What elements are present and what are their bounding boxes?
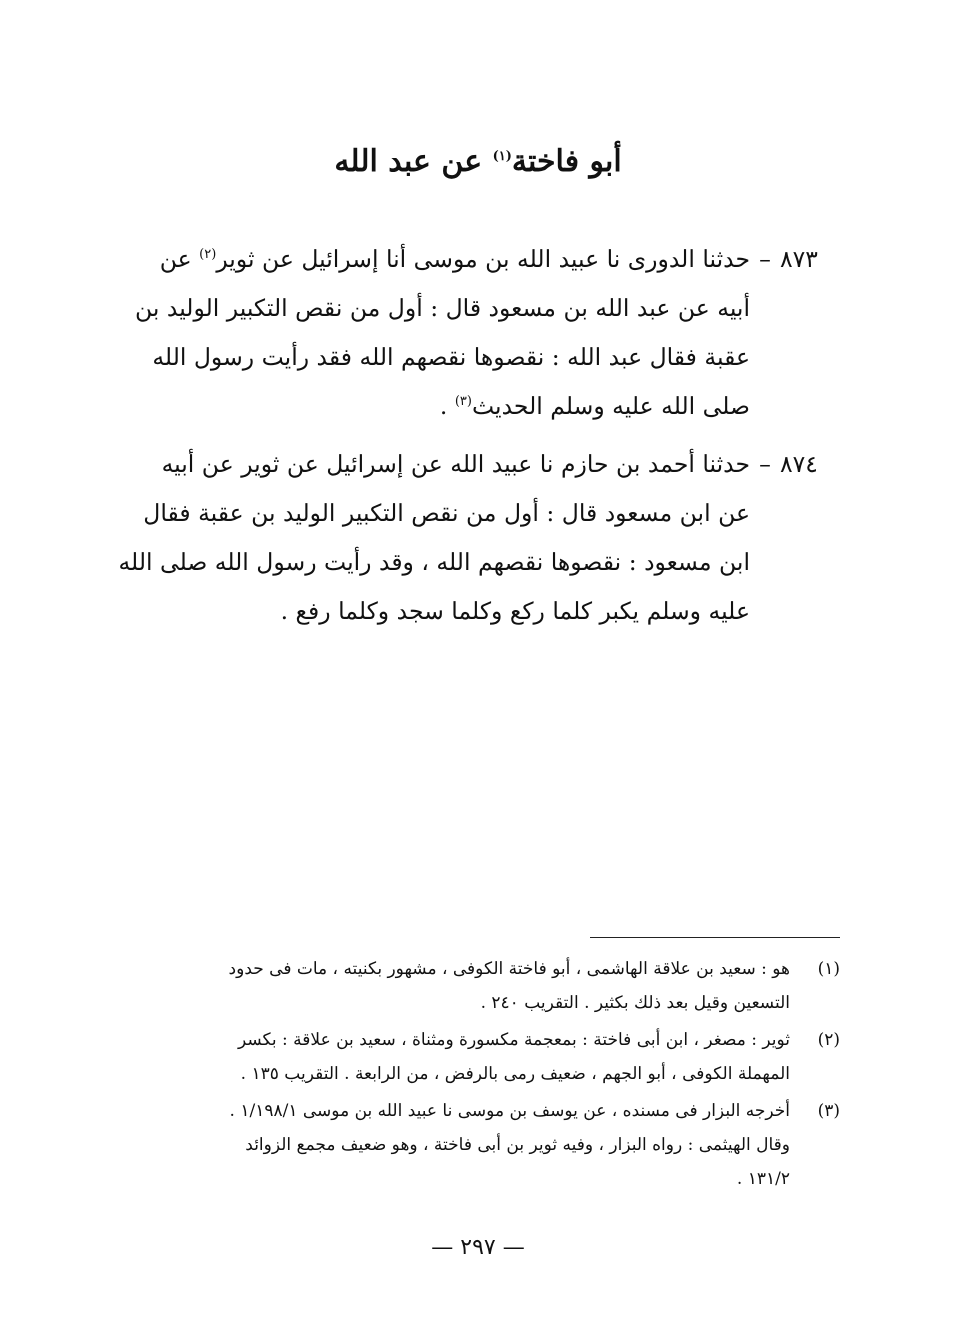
footnote-line: أخرجه البزار فى مسنده ، عن يوسف بن موسى نا عبيد الله بن موسى ١/١٩٨/١ .: [229, 1101, 790, 1121]
hadith-text: حدثنا أحمد بن حازم نا عبيد الله عن إسرائيل عن ثوير عن أبيه: [161, 450, 750, 478]
hadith-line: [140, 235, 840, 284]
hadith-number: ٨٧٤: [780, 450, 818, 478]
title-text-after: عن عبد الله: [334, 144, 493, 179]
footnotes: [140, 952, 840, 1199]
footnote-2: [140, 1023, 840, 1091]
hadith-874: [118, 440, 840, 636]
footnote-3: [140, 1094, 840, 1196]
footnote-1: [140, 952, 840, 1020]
hadith-line: أبيه عن عبد الله بن مسعود قال : أول من نقص التكبير الوليد بن: [134, 294, 750, 322]
hadith-line: عقبة فقال عبد الله : نقصوها نقصهم الله فقد رأيت رسول الله: [152, 343, 750, 371]
footnote-number: (١): [817, 959, 840, 979]
hadith-dash: –: [759, 245, 771, 273]
footnote-divider: [590, 937, 840, 938]
footnote-number: (٢): [817, 1030, 840, 1050]
hadith-dash: –: [759, 450, 771, 478]
hadith-873: [134, 235, 840, 431]
hadith-line: ابن مسعود : نقصوها نقصهم الله ، وقد رأيت رسول الله صلى الله: [118, 548, 750, 576]
footnote-ref-2[interactable]: (٢): [199, 247, 217, 263]
hadith-text: حدثنا الدورى نا عبيد الله بن موسى أنا إسرائيل عن ثوير: [216, 245, 750, 273]
footnote-number: (٣): [817, 1101, 840, 1121]
footnote-ref-3[interactable]: (٣): [454, 394, 472, 410]
title-footnote-ref[interactable]: (١): [492, 149, 512, 164]
hadith-text: .: [439, 392, 455, 420]
title-text-before: أبو فاختة: [511, 144, 622, 179]
hadith-line: عليه وسلم يكبر كلما ركع وكلما سجد وكلما رفع .: [280, 597, 750, 625]
hadith-text: عن: [159, 245, 200, 273]
hadith-number: ٨٧٣: [780, 245, 818, 273]
footnote-line: المهملة الكوفى ، أبو الجهم ، ضعيف رمى بالرفض ، من الرابعة . التقريب ١٣٥ .: [240, 1064, 790, 1084]
footnote-line: ١٣١/٢ .: [736, 1169, 790, 1189]
hadith-line: [140, 440, 840, 489]
footnote-line: هو : سعيد بن علاقة الهاشمى ، أبو فاختة الكوفى ، مشهور بكنيته ، مات فى حدود: [228, 959, 790, 979]
page-number: — ٢٩٧ —: [431, 1235, 525, 1260]
footnote-line: ثوير : مصغر ، ابن أبى فاختة : بمعجمة مكسورة ومثناة ، سعيد بن علاقة : بكسر: [237, 1030, 790, 1050]
page-title: [0, 140, 956, 184]
hadith-text: صلى الله عليه وسلم الحديث: [471, 392, 750, 420]
hadith-line: [140, 382, 840, 431]
footnote-line: التسعين وقيل بعد ذلك بكثير . التقريب ٢٤٠ .: [480, 993, 790, 1013]
footnote-line: وقال الهيثمى : رواه البزار ، وفيه ثوير بن أبى فاختة ، وهو ضعيف مجمع الزوائد: [245, 1135, 790, 1155]
hadith-line: عن ابن مسعود قال : أول من نقص التكبير الوليد بن عقبة فقال: [143, 499, 750, 527]
